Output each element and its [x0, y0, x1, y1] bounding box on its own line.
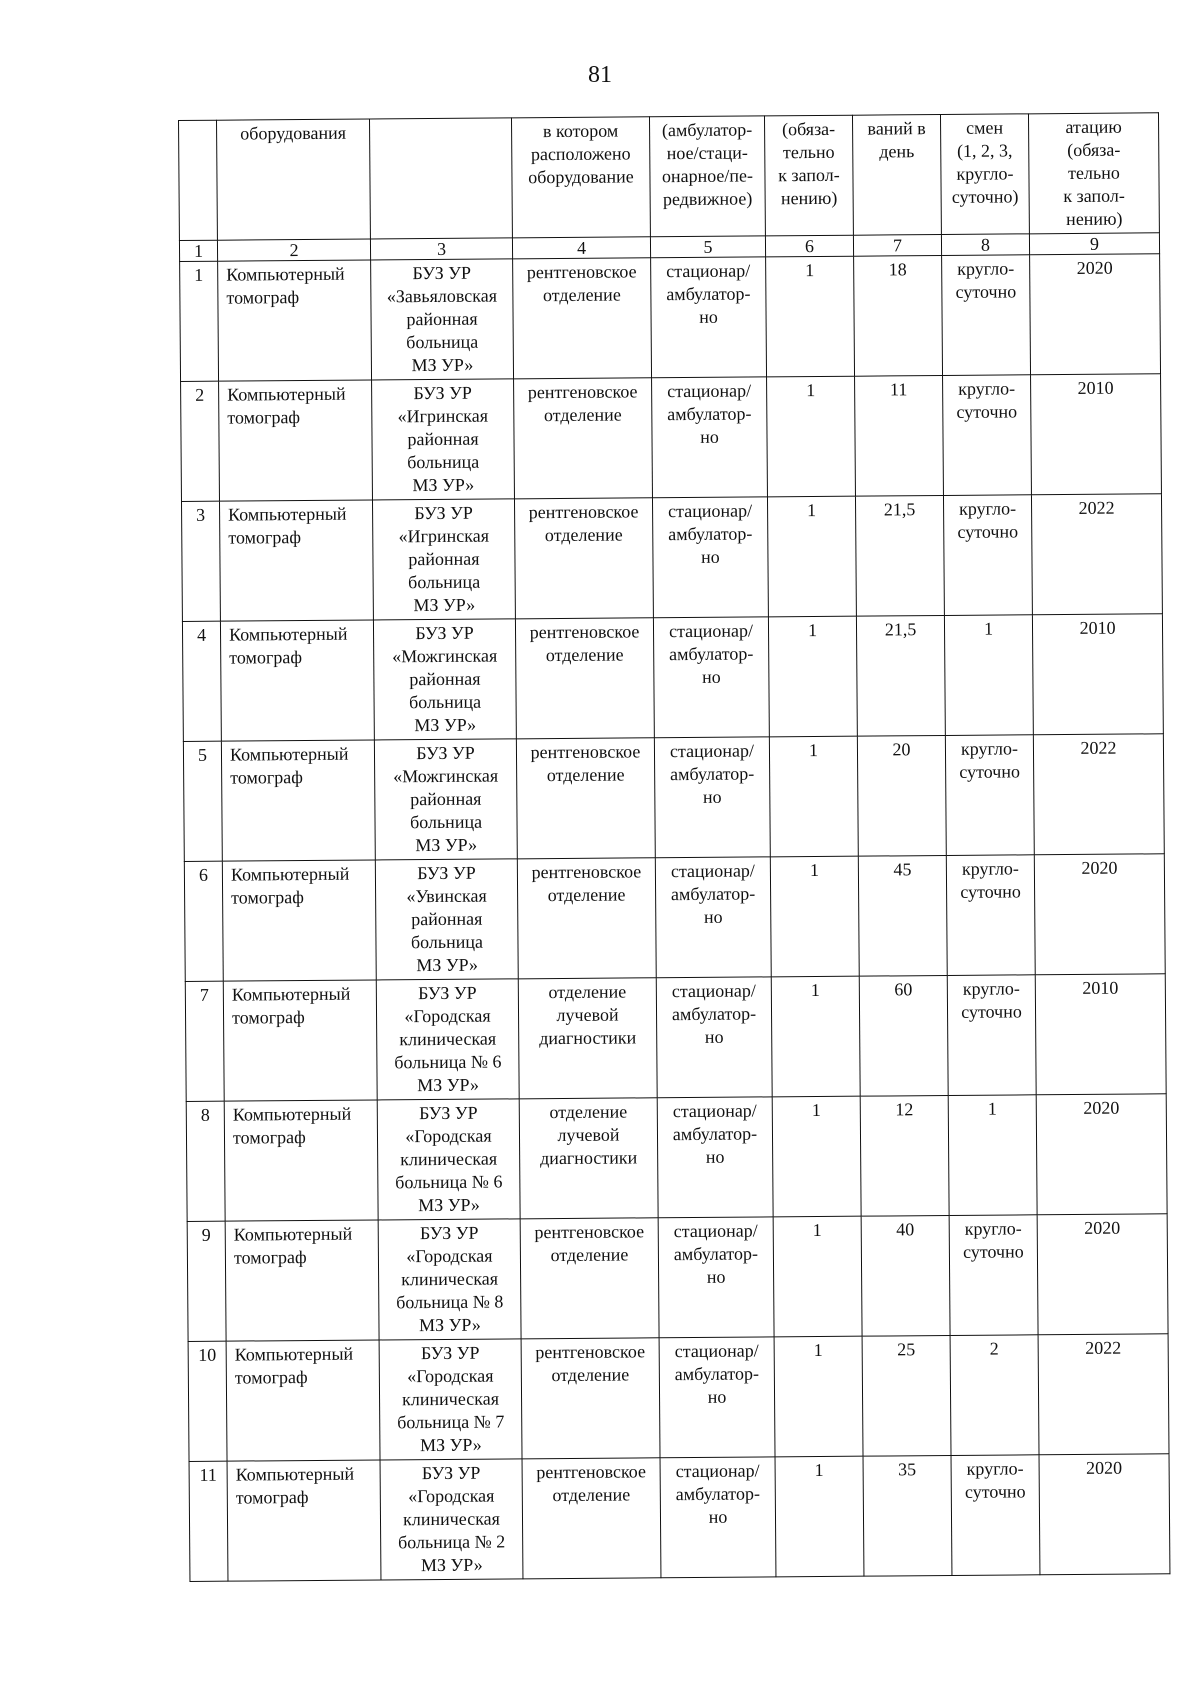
institution-cell: БУЗ УР «Городская клиническая больница № 6 МЗ УР»: [377, 1099, 520, 1220]
column-number: 5: [650, 236, 765, 258]
department-cell: рентгеновское отделение: [514, 378, 653, 499]
year-cell: 2020: [1037, 1214, 1168, 1335]
department-cell: рентгеновское отделение: [514, 498, 653, 619]
column-number: 3: [370, 238, 512, 260]
equipment-name-cell: Компьютерный томограф: [225, 1220, 379, 1341]
institution-cell: БУЗ УР «Увинская районная больница МЗ УР»: [375, 859, 518, 980]
row-number-cell: 11: [189, 1461, 228, 1581]
row-number-cell: 4: [182, 621, 221, 741]
service-mode-cell: стационар/ амбулатор- но: [658, 1217, 774, 1338]
header-cell-9: атацию (обяза- тельно к запол- нению): [1028, 113, 1159, 234]
header-cell-7: ваний в день: [852, 115, 941, 236]
table-row: [183, 734, 1164, 862]
year-cell: 2020: [1034, 854, 1165, 975]
quantity-cell: 1: [767, 376, 856, 497]
equipment-name-cell: Компьютерный томограф: [222, 860, 376, 981]
row-number-cell: 10: [188, 1341, 227, 1461]
quantity-cell: 1: [775, 1456, 864, 1577]
service-mode-cell: стационар/ амбулатор- но: [660, 1457, 776, 1578]
service-mode-cell: стационар/ амбулатор- но: [659, 1337, 775, 1458]
department-cell: рентгеновское отделение: [522, 1458, 661, 1579]
service-mode-cell: стационар/ амбулатор- но: [655, 857, 771, 978]
service-mode-cell: стационар/ амбулатор- но: [652, 377, 768, 498]
quantity-cell: 1: [768, 616, 857, 737]
equipment-name-cell: Компьютерный томограф: [224, 1100, 378, 1221]
service-mode-cell: стационар/ амбулатор- но: [656, 977, 772, 1098]
equipment-name-cell: Компьютерный томограф: [219, 380, 373, 501]
header-cell-1: [179, 120, 218, 240]
institution-cell: БУЗ УР «Можгинская районная больница МЗ УР»: [373, 619, 516, 740]
column-number: 4: [512, 237, 650, 259]
service-mode-cell: стационар/ амбулатор- но: [657, 1097, 773, 1218]
per-day-cell: 20: [857, 735, 946, 856]
department-cell: рентгеновское отделение: [520, 1218, 659, 1339]
institution-cell: БУЗ УР «Игринская районная больница МЗ УР»: [372, 379, 515, 500]
table-row: [185, 974, 1166, 1102]
header-cell-5: (амбулатор- ное/стаци- онарное/пе- редвижное): [649, 116, 765, 237]
shifts-cell: кругло- суточно: [949, 1215, 1038, 1336]
table-row: [181, 374, 1162, 502]
column-number: 7: [853, 235, 941, 257]
service-mode-cell: стационар/ амбулатор- но: [652, 497, 768, 618]
row-number-cell: 3: [181, 501, 220, 621]
row-number-cell: 6: [184, 861, 223, 981]
table-row: [182, 614, 1163, 742]
year-cell: 2022: [1033, 734, 1164, 855]
department-cell: отделение лучевой диагностики: [518, 978, 657, 1099]
quantity-cell: 1: [773, 1216, 862, 1337]
row-number-cell: 2: [181, 381, 220, 501]
service-mode-cell: стационар/ амбулатор- но: [651, 257, 767, 378]
equipment-name-cell: Компьютерный томограф: [226, 1340, 380, 1461]
per-day-cell: 21,5: [855, 495, 944, 616]
shifts-cell: кругло- суточно: [946, 855, 1035, 976]
shifts-cell: кругло- суточно: [951, 1455, 1040, 1576]
year-cell: 2010: [1035, 974, 1166, 1095]
per-day-cell: 11: [855, 376, 944, 497]
row-number-cell: 8: [186, 1101, 225, 1221]
equipment-table: [178, 112, 1170, 1582]
equipment-name-cell: Компьютерный томограф: [223, 980, 377, 1101]
quantity-cell: 1: [770, 856, 859, 977]
quantity-cell: 1: [766, 256, 855, 377]
table-row: [187, 1214, 1168, 1342]
per-day-cell: 12: [860, 1095, 949, 1216]
row-number-cell: 7: [185, 981, 224, 1101]
equipment-name-cell: Компьютерный томограф: [220, 620, 374, 741]
header-cell-4: в котором расположено оборудование: [511, 117, 650, 238]
quantity-cell: 1: [767, 496, 856, 617]
year-cell: 2020: [1036, 1094, 1167, 1215]
page-number: 81: [588, 62, 612, 88]
shifts-cell: кругло- суточно: [943, 495, 1032, 616]
row-number-cell: 5: [183, 741, 222, 861]
quantity-cell: 1: [774, 1336, 863, 1457]
institution-cell: БУЗ УР «Игринская районная больница МЗ УР»: [372, 499, 515, 620]
quantity-cell: 1: [771, 976, 860, 1097]
equipment-name-cell: Компьютерный томограф: [221, 740, 375, 861]
shifts-cell: кругло- суточно: [945, 735, 1034, 856]
quantity-cell: 1: [769, 736, 858, 857]
per-day-cell: 40: [861, 1215, 950, 1336]
per-day-cell: 35: [863, 1455, 952, 1576]
year-cell: 2020: [1030, 254, 1161, 375]
header-cell-2: оборудования: [217, 119, 371, 240]
year-cell: 2022: [1038, 1334, 1169, 1455]
department-cell: рентгеновское отделение: [516, 738, 655, 859]
year-cell: 2020: [1039, 1454, 1170, 1575]
per-day-cell: 25: [862, 1335, 951, 1456]
equipment-name-cell: Компьютерный томограф: [219, 500, 373, 621]
column-number: 8: [941, 234, 1029, 256]
department-cell: отделение лучевой диагностики: [519, 1098, 658, 1219]
per-day-cell: 60: [859, 975, 948, 1096]
header-row: [179, 113, 1160, 241]
year-cell: 2010: [1031, 374, 1162, 495]
department-cell: рентгеновское отделение: [515, 618, 654, 739]
institution-cell: БУЗ УР «Городская клиническая больница № 2 МЗ УР»: [380, 1459, 523, 1580]
row-number-cell: 1: [180, 261, 219, 381]
row-number-cell: 9: [187, 1221, 226, 1341]
header-cell-3: [369, 118, 512, 239]
service-mode-cell: стационар/ амбулатор- но: [654, 737, 770, 858]
column-number: 9: [1029, 233, 1159, 255]
table-row: [189, 1454, 1170, 1582]
year-cell: 2022: [1031, 494, 1162, 615]
equipment-name-cell: Компьютерный томограф: [227, 1460, 381, 1581]
institution-cell: БУЗ УР «Городская клиническая больница № 6 МЗ УР»: [376, 979, 519, 1100]
column-number: 6: [765, 235, 853, 257]
quantity-cell: 1: [772, 1096, 861, 1217]
shifts-cell: 1: [944, 615, 1033, 736]
table-row: [180, 254, 1161, 382]
department-cell: рентгеновское отделение: [513, 258, 652, 379]
department-cell: рентгеновское отделение: [521, 1338, 660, 1459]
header-cell-6: (обяза- тельно к запол- нению): [764, 115, 853, 236]
table-row: [181, 494, 1162, 622]
per-day-cell: 18: [854, 256, 943, 377]
shifts-cell: 2: [950, 1335, 1039, 1456]
column-number: 1: [179, 240, 217, 261]
year-cell: 2010: [1032, 614, 1163, 735]
institution-cell: БУЗ УР «Можгинская районная больница МЗ УР»: [374, 739, 517, 860]
institution-cell: БУЗ УР «Городская клиническая больница № 8 МЗ УР»: [378, 1219, 521, 1340]
column-number: 2: [217, 239, 370, 261]
shifts-cell: 1: [948, 1095, 1037, 1216]
table-row: [188, 1334, 1169, 1462]
equipment-name-cell: Компьютерный томограф: [218, 260, 372, 381]
header-cell-8: смен (1, 2, 3, кругло- суточно): [940, 114, 1029, 235]
shifts-cell: кругло- суточно: [943, 375, 1032, 496]
service-mode-cell: стационар/ амбулатор- но: [653, 617, 769, 738]
institution-cell: БУЗ УР «Городская клиническая больница № 7 МЗ УР»: [379, 1339, 522, 1460]
shifts-cell: кругло- суточно: [942, 255, 1031, 376]
institution-cell: БУЗ УР «Завьяловская районная больница МЗ УР»: [371, 259, 514, 380]
per-day-cell: 21,5: [856, 615, 945, 736]
department-cell: рентгеновское отделение: [517, 858, 656, 979]
per-day-cell: 45: [858, 855, 947, 976]
table-row: [184, 854, 1165, 982]
table-row: [186, 1094, 1167, 1222]
shifts-cell: кругло- суточно: [947, 975, 1036, 1096]
